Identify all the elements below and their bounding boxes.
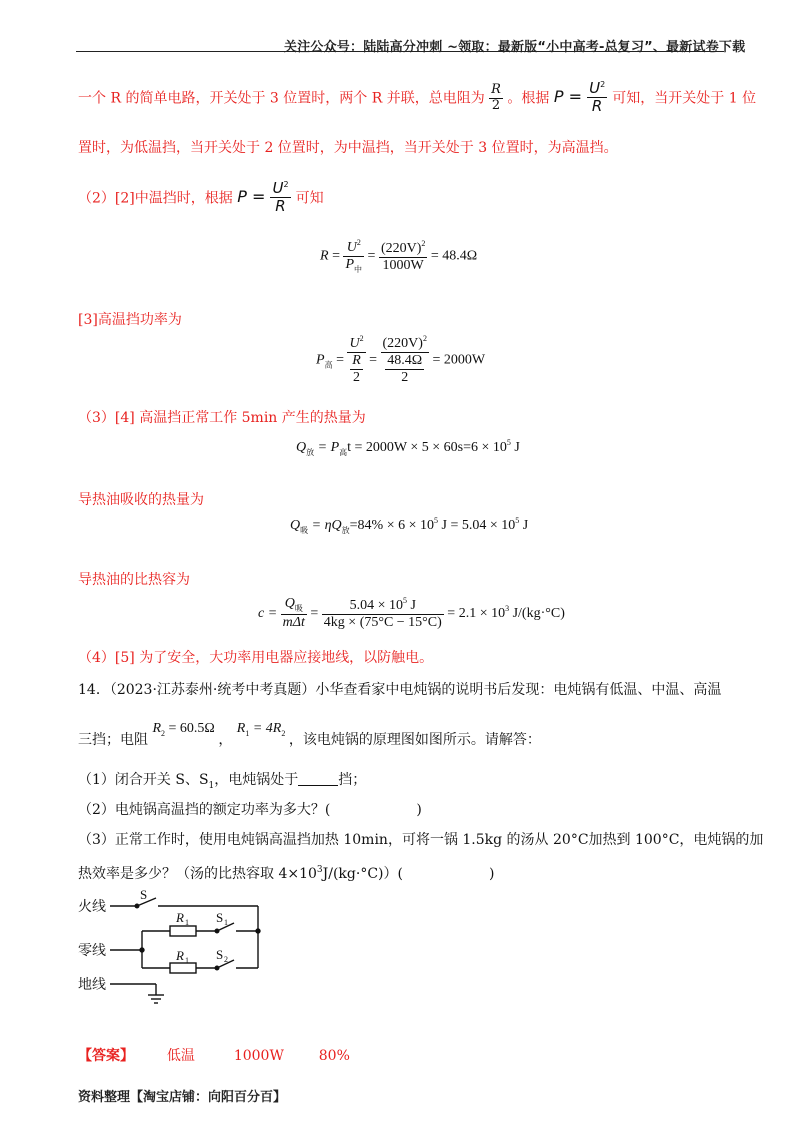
equation-result: = 2000W <box>432 352 486 368</box>
equation-segment: c = <box>258 605 278 621</box>
frac-numerator: 48.4Ω <box>385 353 424 370</box>
label-switch-s: S <box>140 887 148 902</box>
label-switch-s2: S <box>216 947 224 962</box>
subscript-released: 放 <box>306 448 315 457</box>
equation-specific-heat: c = $\frac{Q_吸}{\text{mΔt}}$ = $\frac{5.04 \times 10^5 J}{4kg \times (75^\circ C - 15^\circ C)}$ = $2.1 \times 10^3$ J/(kg·°C) <box>258 596 565 631</box>
text-segment: ) <box>416 802 422 818</box>
symbol-P: P <box>316 352 325 368</box>
frac-denominator: 2 <box>353 370 361 386</box>
text-segment: 。根据 <box>507 90 550 107</box>
symbol-U: U <box>272 179 284 197</box>
equation-result: = 48.4Ω <box>430 248 478 264</box>
symbol-Q: Q <box>296 440 307 455</box>
equation-unit: J <box>522 518 529 533</box>
resistor-r1-lower <box>170 963 196 973</box>
equation-segment: = 4R <box>252 721 282 736</box>
equation-unit: J <box>514 440 520 455</box>
subscript-1: 1 <box>208 781 215 791</box>
subscript-released: 放 <box>341 526 350 535</box>
fraction-values <box>322 596 444 631</box>
answer-label: 【答案】 <box>78 1048 134 1064</box>
frac-numerator: R <box>491 81 501 97</box>
frac-denominator: mΔt <box>282 614 305 630</box>
text-segment: 三挡；电阻 <box>78 732 148 748</box>
solution-line-1 <box>78 80 756 116</box>
label-switch-s1: S <box>216 910 224 925</box>
answer-3: 80% <box>318 1048 350 1064</box>
fraction-u2-over-r-half: $\frac{U^2}{\frac{R}{2}}$ <box>349 334 364 386</box>
label-neutral-line: 零线 <box>78 943 106 959</box>
label-switch-s1-sub: 1 <box>224 918 228 927</box>
fraction-u2-over-p: $\frac{U^2}{P_中}$ <box>345 238 363 275</box>
superscript-exp: 5 <box>506 438 511 447</box>
answer-line <box>78 1046 350 1066</box>
symbol-R: R <box>152 721 162 736</box>
equation-segment: t = 2000W × 5 × 60s=6 × 10 <box>347 440 507 455</box>
label-r1-lower-sub: 1 <box>185 956 189 965</box>
text-segment: 可知 <box>295 190 324 207</box>
subscript-high: 高 <box>339 448 348 457</box>
text-segment: ，电炖锅处于 <box>214 772 299 788</box>
fraction-r-over-2 <box>489 83 503 114</box>
text-segment: J/(kg·°C)）( <box>322 866 403 882</box>
equation-segment: = ηQ <box>311 518 342 533</box>
fraction-220-over-1000: $\frac{(220V)^2}{1000W}$ <box>380 238 426 273</box>
page-footer: 资料整理【淘宝店铺：向阳百分百】 <box>78 1090 287 1105</box>
subscript-high: 高 <box>324 360 333 370</box>
equation-result: = 2.1 × 10 <box>447 605 506 621</box>
formula-power-2 <box>237 179 295 216</box>
equation-unit: J <box>410 598 416 613</box>
frac-numerator: (220V) <box>382 336 423 351</box>
frac-denominator: 4kg × (75°C − 15°C) <box>323 615 442 631</box>
answer-2: 1000W <box>233 1048 284 1064</box>
fraction-u2-over-r <box>587 80 607 116</box>
label-switch-s2-sub: 2 <box>224 955 228 964</box>
equation-segment: =84% × 6 × 10 <box>349 518 434 533</box>
equation-unit: J/(kg·°C) <box>512 605 565 621</box>
text-segment: （2）电炖锅高温挡的额定功率为多大？( <box>78 802 331 818</box>
symbol-equals: = <box>367 248 376 264</box>
resistor-r1-upper <box>170 926 196 936</box>
superscript-exp: 5 <box>403 596 408 605</box>
text-segment: 一个 R 的简单电路，开关处于 3 位置时，两个 R 并联，总电阻为 <box>78 90 485 107</box>
header-divider <box>76 51 724 52</box>
question-14-intro: 14．（2023·江苏泰州·统考中考真题）小华查看家中电炖锅的说明书后发现：电炖锅有低温、中温、高温 <box>78 682 722 698</box>
text-segment: 热效率是多少？（汤的比热容取 4×10 <box>78 866 317 882</box>
superscript-exp: 3 <box>316 865 323 875</box>
question-14-part-1 <box>78 770 366 796</box>
text-segment: 可知，当开关处于 1 位 <box>612 90 757 107</box>
resistor-r1-value <box>237 721 289 736</box>
symbol-U: U <box>349 336 360 351</box>
subscript-absorbed: 吸 <box>294 604 303 614</box>
answer-blank[interactable] <box>298 771 338 786</box>
equation-segment: = 60.5Ω <box>168 721 215 736</box>
symbol-P: P <box>345 257 355 273</box>
solution-line-2: 置时，为低温挡，当开关处于 2 位置时，为中温挡，当开关处于 3 位置时，为高温挡。 <box>78 140 618 156</box>
part3-label-2: 导热油吸收的热量为 <box>78 492 204 508</box>
question-14-line-2: 三挡；电阻 $R_2 = 60.5\Omega$ ， $R_1 = 4R_2$ ，该电炖锅的原理图如图所示。请解答： <box>78 721 541 748</box>
resistor-r2-value <box>152 721 218 736</box>
circuit-diagram <box>76 884 276 1014</box>
question-14-part-3-line-1: （3）正常工作时，使用电炖锅高温挡加热 10min，可将一锅 1.5kg 的汤从 20°C加热到 100°C，电炖锅的加 <box>78 832 764 848</box>
equation-heat-released <box>296 438 520 458</box>
frac-numerator: (220V) <box>380 240 422 256</box>
frac-numerator: 5.04 × 10 <box>349 598 404 613</box>
superscript-exp: 5 <box>434 516 438 525</box>
fraction-u2-over-r <box>270 180 290 216</box>
symbol-equals: = <box>568 87 583 107</box>
subscript-1: 1 <box>245 729 250 738</box>
symbol-U: U <box>346 240 357 255</box>
label-r1-lower: R <box>176 948 184 963</box>
label-r1-upper: R <box>176 910 184 925</box>
frac-denominator: 2 <box>491 97 501 113</box>
text-segment: （2）[2]中温挡时，根据 <box>78 190 233 207</box>
symbol-equals: = <box>332 248 340 264</box>
symbol-Q: Q <box>284 596 295 612</box>
superscript-2: 2 <box>283 180 289 189</box>
part3-label: （3）[4] 高温挡正常工作 5min 产生的热量为 <box>78 410 366 426</box>
symbol-equals: = <box>251 187 266 207</box>
symbol-R: R <box>350 353 363 370</box>
subscript-2: 2 <box>161 729 166 738</box>
symbol-P: P <box>553 87 564 107</box>
label-r1-upper-sub: 1 <box>185 918 189 927</box>
part4-label: （4）[5] 为了安全，大功率用电器应接地线，以防触电。 <box>78 650 434 666</box>
text-segment: 挡； <box>338 772 367 788</box>
question-14-part-3-line-2 <box>78 860 494 884</box>
text-segment: （1）闭合开关 S、S <box>78 772 209 788</box>
symbol-Q: Q <box>290 518 301 533</box>
question-14-part-2 <box>78 800 422 820</box>
superscript-exp: 5 <box>515 516 520 525</box>
subscript-2: 2 <box>281 729 286 738</box>
symbol-U: U <box>589 79 601 97</box>
label-ground-line: 地线 <box>78 977 106 993</box>
fraction-220-over-48: $\frac{(220V)^2}{\frac{48.4\Omega}{2}}$ <box>382 334 427 386</box>
formula-power <box>553 79 612 116</box>
symbol-R: R <box>320 248 329 264</box>
symbol-R: R <box>591 97 603 116</box>
superscript-2: 2 <box>600 80 606 89</box>
frac-denominator: 2 <box>401 370 409 386</box>
equation-resistance <box>320 238 477 274</box>
text-segment: ) <box>488 866 495 882</box>
fraction-48-over-2 <box>385 353 424 386</box>
part3-label-3: 导热油的比热容为 <box>78 572 190 588</box>
symbol-P: P <box>237 187 247 207</box>
subscript-mid: 中 <box>354 265 363 275</box>
symbol-R: R <box>275 197 286 216</box>
label-fire-line: 火线 <box>78 899 106 915</box>
page-header: 关注公众号：陆陆高分冲刺 ~领取：最新版“小中高考-总复习”、最新试卷下载 <box>284 40 746 55</box>
fraction-q-over-mdt <box>281 596 307 630</box>
frac-denominator: 1000W <box>382 257 424 273</box>
equation-heat-absorbed <box>290 516 528 536</box>
part2-label-3: [3]高温挡功率为 <box>78 312 182 328</box>
equation-segment: J = 5.04 × 10 <box>441 518 516 533</box>
text-segment: ，该电炖锅的原理图如图所示。请解答： <box>288 732 541 748</box>
fraction-r-over-2 <box>350 353 363 386</box>
equation-high-power: $P_高$ = $\frac{U^2}{\frac{R}{2}}$ = $\frac{(220V)^2}{\frac{48.4\Omega}{2}}$ = 2000W <box>316 334 486 386</box>
answer-1: 低温 <box>166 1048 195 1064</box>
superscript-exp: 3 <box>505 603 510 613</box>
equation-segment: = P <box>317 440 340 455</box>
subscript-absorbed: 吸 <box>300 526 309 535</box>
part2-label <box>78 180 324 216</box>
symbol-R: R <box>236 721 246 736</box>
